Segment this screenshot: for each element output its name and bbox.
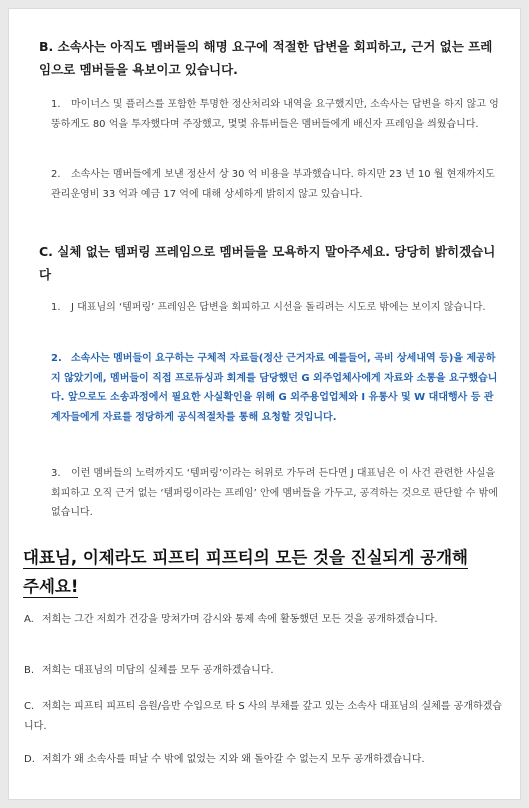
item-text: 저희가 왜 소속사를 떠날 수 밖에 없었는 지와 왜 돌아갈 수 없는지 모두 공개하겠습니다.	[42, 754, 425, 765]
section-b-item-2	[51, 165, 501, 204]
item-number: B.	[24, 665, 35, 676]
section-c-heading: C. 실체 없는 템퍼링 프레임으로 멤버들을 모욕하지 말아주세요. 당당히 밝히겠습니다	[39, 244, 496, 282]
item-number: 1.	[51, 99, 61, 110]
closing-item-b	[24, 661, 506, 681]
item-number: 1.	[51, 302, 61, 313]
closing-item-d	[24, 750, 506, 770]
item-text: J 대표님의 ‘템퍼링’ 프레임은 답변을 회피하고 시선을 돌리려는 시도로 밖에는 보이지 않습니다.	[71, 302, 486, 313]
section-c-item-2	[51, 349, 501, 427]
item-text: 소속사는 멤버들이 요구하는 구체적 자료들(정산 근거자료 예를들어, 곡비 상세내역 등)을 제공하지 않았기에, 멤버들이 직접 프로듀싱과 회계를 담당했던 G 외주업체사에게 자료와 소통을 요구했습니다. 앞으로도 소송과정에서 필요한 사실확인을 위해 G 외주용업업체와 I 유통사 및 W 대대행사 등 관계자들에게 자료를 정당하게 공식적절차를 통해 요청할 것입니다.	[51, 353, 498, 423]
closing-heading-line2: 주세요!	[23, 577, 79, 596]
section-b-item-1	[51, 95, 501, 134]
item-text: 저희는 피프티 피프티 음원/음반 수입으로 타 S 사의 부채를 갚고 있는 소속사 대표님의 실체를 공개하겠습니다.	[24, 701, 502, 732]
item-number: D.	[24, 754, 35, 765]
closing-heading-line1: 대표님, 이제라도 피프티 피프티의 모든 것을 진실되게 공개해	[23, 548, 468, 567]
item-number: 2.	[51, 169, 61, 180]
section-c-item-3	[51, 464, 501, 523]
item-text: 저희는 대표님의 미담의 실체를 모두 공개하겠습니다.	[42, 665, 274, 676]
item-text: 마이너스 및 플러스를 포함한 투명한 정산처리와 내역을 요구했지만, 소속사는 답변을 하지 않고 엉뚱하게도 80 억을 투자했다며 주장했고, 몇몇 유튜버들은 멤버들에게 배신자 프레임을 씌웠습니다.	[51, 99, 499, 130]
closing-heading	[23, 543, 503, 601]
closing-item-a	[24, 610, 506, 630]
item-text: 저희는 그간 저희가 건강을 망쳐가며 감시와 통제 속에 활동했던 모든 것을 공개하겠습니다.	[42, 614, 438, 625]
section-b-heading: B. 소속사는 아직도 멤버들의 해명 요구에 적절한 답변을 회피하고, 근거 없는 프레임으로 멤버들을 욕보이고 있습니다.	[39, 39, 493, 77]
closing-item-c	[24, 697, 506, 736]
item-text: 이런 멤버들의 노력까지도 ‘템퍼링’이라는 허위로 가두려 든다면 J 대표님은 이 사건 관련한 사실을 회피하고 오직 근거 없는 ‘템퍼링이라는 프레임’ 안에 멤버들을 가두고, 공격하는 것으로 판단할 수 밖에 없습니다.	[51, 468, 498, 518]
item-number: A.	[24, 614, 34, 625]
item-number: 2.	[51, 353, 62, 364]
item-number: C.	[24, 701, 35, 712]
item-number: 3.	[51, 468, 61, 479]
document-page	[8, 8, 521, 800]
section-c-item-1	[51, 298, 501, 318]
item-text: 소속사는 멤버들에게 보낸 정산서 상 30 억 비용을 부과했습니다. 하지만 23 년 10 월 현재까지도 관리운영비 33 억과 예금 17 억에 대해 상세하게 밝히지 않고 있습니다.	[51, 169, 495, 200]
